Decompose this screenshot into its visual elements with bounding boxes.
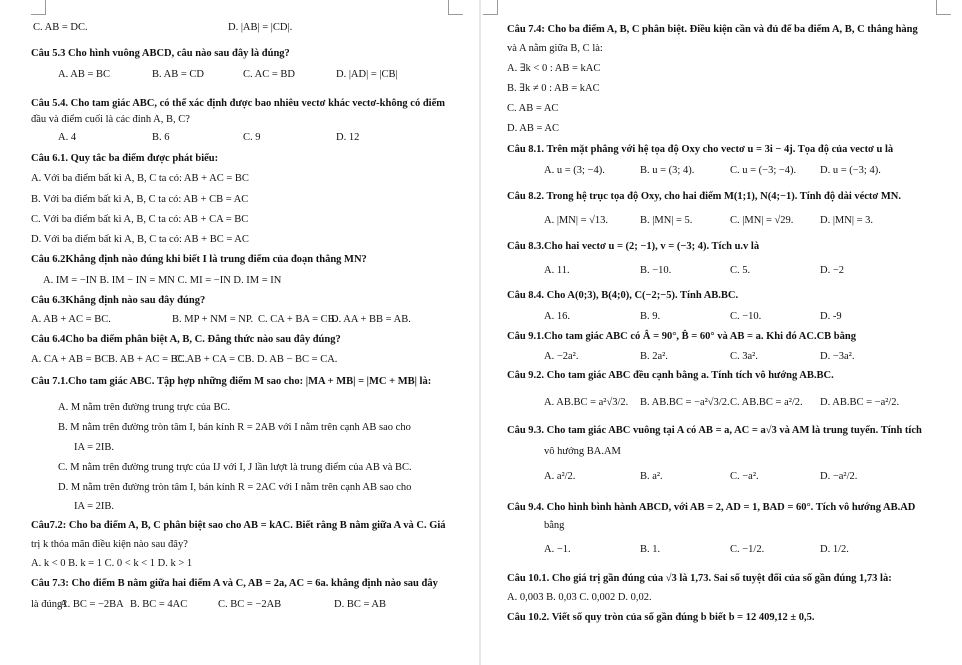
- question-text: Câu 10.2. Viết số quy tròn của số gần đúng b biết b = 12 409,12 ± 0,5.: [507, 612, 815, 623]
- answer-option: B. MP + NM = NP.: [172, 314, 254, 325]
- answer-option: C. −a².: [730, 471, 759, 482]
- answer-option: C. AB = AC: [507, 103, 559, 114]
- answer-option: D. -9: [820, 311, 842, 322]
- question-text: Câu 8.1. Trên mặt phẳng với hệ tọa độ Oxy cho vectơ u = 3i − 4j. Tọa độ của vectơ u là: [507, 144, 894, 155]
- answer-option: A. −2a².: [544, 351, 579, 362]
- answer-option: D. −3a².: [820, 351, 855, 362]
- question-text: trị k thỏa mãn điều kiện nào sau đây?: [31, 539, 188, 550]
- question-text: Câu 8.4. Cho A(0;3), B(4;0), C(−2;−5). Tính AB.BC.: [507, 290, 739, 301]
- answer-option: D. AB = AC: [507, 123, 560, 134]
- question-text: bằng: [544, 520, 565, 531]
- answer-option: C. M nằm trên đường trung trực của IJ với I, J lần lượt là trung điểm của AB và BC.: [58, 462, 412, 473]
- answer-option: A. a²/2.: [544, 471, 576, 482]
- answer-option: D. Với ba điểm bất kì A, B, C ta có: AB + BC = AC: [31, 234, 249, 245]
- answer-option: D. M nằm trên đường tròn tâm I, bán kính R = 2AC với I nằm trên cạnh AB sao cho: [58, 482, 412, 493]
- corner-mark: [448, 0, 463, 15]
- answer-option: D. |AD| = |CB|: [336, 69, 398, 80]
- answer-option: B. |MN| = 5.: [640, 215, 693, 226]
- question-text: Câu7.2: Cho ba điểm A, B, C phân biệt sao cho AB = kAC. Biết rằng B nằm giữa A và C. Giá: [31, 520, 446, 531]
- answer-option: B. a².: [640, 471, 663, 482]
- answer-option: B. BC = 4AC: [130, 599, 188, 610]
- answer-option: C. −1/2.: [730, 544, 765, 555]
- answer-option: A. |MN| = √13.: [544, 215, 609, 226]
- answer-option: D. 12: [336, 132, 360, 143]
- answer-option: A. ∃k < 0 : AB = kAC: [507, 63, 601, 74]
- answer-option: D. −2: [820, 265, 845, 276]
- question-text: Câu 9.2. Cho tam giác ABC đều cạnh bằng a. Tính tích vô hướng AB.BC.: [507, 370, 834, 381]
- answer-option: A. u = (3; −4).: [544, 165, 605, 176]
- answer-option: C. AB + CA = CB.: [175, 354, 255, 365]
- answer-option: B. Với ba điểm bất kì A, B, C ta có: AB + CB = AC: [31, 194, 249, 205]
- answer-option: B. −10.: [640, 265, 672, 276]
- answer-option: C. 9: [243, 132, 261, 143]
- question-text: Câu 7.4: Cho ba điểm A, B, C phân biệt. Điều kiện cần và đủ để ba điểm A, B, C thẳng hàng: [507, 24, 918, 35]
- question-text: Câu 7.3: Cho điểm B nằm giữa hai điểm A và C, AB = 2a, AC = 6a. khẳng định nào sau đây: [31, 578, 438, 589]
- question-text: Câu 9.4. Cho hình bình hành ABCD, với AB = 2, AD = 1, BAD = 60°. Tích vô hướng AB.AD: [507, 502, 916, 513]
- question-text: và A nằm giữa B, C là:: [507, 43, 603, 54]
- question-text: Câu 8.2. Trong hệ trục tọa độ Oxy, cho hai điểm M(1;1), N(4;−1). Tính độ dài véctơ MN.: [507, 191, 901, 202]
- answer-option: A. AB + AC = BC.: [31, 314, 111, 325]
- answer-option: D. AB − BC = CA.: [257, 354, 338, 365]
- question-text: Câu 6.3Khẳng định nào sau đây đúng?: [31, 295, 206, 306]
- answer-option: A. Với ba điểm bất kì A, B, C ta có: AB + AC = BC: [31, 173, 249, 184]
- question-text: là đúng?: [31, 599, 67, 610]
- answer-option: B. 6: [152, 132, 170, 143]
- answer-option: C. u = (−3; −4).: [730, 165, 797, 176]
- answer-option: A. 4: [58, 132, 77, 143]
- answer-option: B. AB = CD: [152, 69, 205, 80]
- question-text: Câu 10.1. Cho giá trị gần đúng của √3 là 1,73. Sai số tuyệt đối của số gần đúng 1,73 là:: [507, 573, 892, 584]
- question-text: Câu 5.3 Cho hình vuông ABCD, câu nào sau đây là đúng?: [31, 48, 290, 59]
- answer-option: C. 5.: [730, 265, 751, 276]
- answer-option: D. −a²/2.: [820, 471, 858, 482]
- answer-option: A. AB = BC: [58, 69, 111, 80]
- answer-option: B. 2a².: [640, 351, 668, 362]
- question-text: Câu 8.3.Cho hai vectơ u = (2; −1), v = (−3; 4). Tích u.v là: [507, 241, 760, 252]
- answer-option: C. −10.: [730, 311, 762, 322]
- answer-option: B. ∃k ≠ 0 : AB = kAC: [507, 83, 600, 94]
- question-text: Câu 6.2Khẳng định nào đúng khi biết I là trung điểm của đoạn thẳng MN?: [31, 254, 367, 265]
- answer-option: A. k < 0 B. k = 1 C. 0 < k < 1 D. k > 1: [31, 558, 193, 569]
- question-text: vô hướng BA.AM: [544, 446, 621, 457]
- question-text: Câu 9.3. Cho tam giác ABC vuông tại A có AB = a, AC = a√3 và AM là trung tuyến. Tính tích: [507, 425, 922, 436]
- answer-option: A. 16.: [544, 311, 570, 322]
- question-text: Câu 7.1.Cho tam giác ABC. Tập hợp những điểm M sao cho: |MA + MB| = |MC + MB| là:: [31, 376, 432, 387]
- answer-option: C. CA + BA = CB.: [258, 314, 338, 325]
- answer-option: B. AB.BC = −a²√3/2.: [640, 397, 730, 408]
- answer-option: D. BC = AB: [334, 599, 387, 610]
- corner-mark: [936, 0, 951, 15]
- answer-option: A. BC = −2BA: [60, 599, 124, 610]
- question-text: Câu 9.1.Cho tam giác ABC có Â = 90°, B̂ = 60° và AB = a. Khi đó AC.CB bằng: [507, 331, 856, 342]
- question-text: Câu 5.4. Cho tam giác ABC, có thể xác định được bao nhiêu vectơ khác vectơ-không có điểm: [31, 98, 446, 109]
- answer-option: IA = 2IB.: [74, 442, 115, 453]
- answer-option: C. AB = DC.: [33, 22, 88, 33]
- answer-option: A. AB.BC = a²√3/2.: [544, 397, 629, 408]
- left-page: [0, 0, 480, 665]
- answer-option: B. 1.: [640, 544, 661, 555]
- answer-option: A. 11.: [544, 265, 570, 276]
- answer-option: C. 3a².: [730, 351, 758, 362]
- answer-option: A. 0,003 B. 0,03 C. 0,002 D. 0,02.: [507, 592, 652, 603]
- answer-option: C. |MN| = √29.: [730, 215, 794, 226]
- question-text: Câu 6.1. Quy tắc ba điểm được phát biểu:: [31, 153, 219, 164]
- answer-option: A. −1.: [544, 544, 571, 555]
- answer-option: D. 1/2.: [820, 544, 849, 555]
- answer-option: B. 9.: [640, 311, 661, 322]
- answer-option: C. AB.BC = a²/2.: [730, 397, 803, 408]
- answer-option: IA = 2IB.: [74, 501, 115, 512]
- answer-option: C. Với ba điểm bất kì A, B, C ta có: AB + CA = BC: [31, 214, 249, 225]
- answer-option: A. M nằm trên đường trung trực của BC.: [58, 402, 231, 413]
- answer-option: D. |AB| = |CD|.: [228, 22, 293, 33]
- answer-option: A. CA + AB = BC.: [31, 354, 111, 365]
- answer-option: C. BC = −2AB: [218, 599, 282, 610]
- corner-mark: [31, 0, 46, 15]
- answer-option: B. M nằm trên đường tròn tâm I, bán kính R = 2AB với I nằm trên cạnh AB sao cho: [58, 422, 411, 433]
- answer-option: D. |MN| = 3.: [820, 215, 874, 226]
- answer-option: D. u = (−3; 4).: [820, 165, 881, 176]
- answer-option: B. u = (3; 4).: [640, 165, 695, 176]
- answer-option: B. AB + AC = BC.: [108, 354, 188, 365]
- answer-option: D. AA + BB = AB.: [331, 314, 411, 325]
- question-text: đầu và điểm cuối là các đỉnh A, B, C?: [31, 114, 190, 125]
- answer-option: C. AC = BD: [243, 69, 296, 80]
- question-text: Câu 6.4Cho ba điểm phân biệt A, B, C. Đẳng thức nào sau đây đúng?: [31, 334, 341, 345]
- answer-option: A. IM = −IN B. IM − IN = MN C. MI = −IN D. IM = IN: [43, 275, 282, 286]
- right-page: [481, 0, 962, 665]
- corner-mark: [483, 0, 498, 15]
- answer-option: D. AB.BC = −a²/2.: [820, 397, 900, 408]
